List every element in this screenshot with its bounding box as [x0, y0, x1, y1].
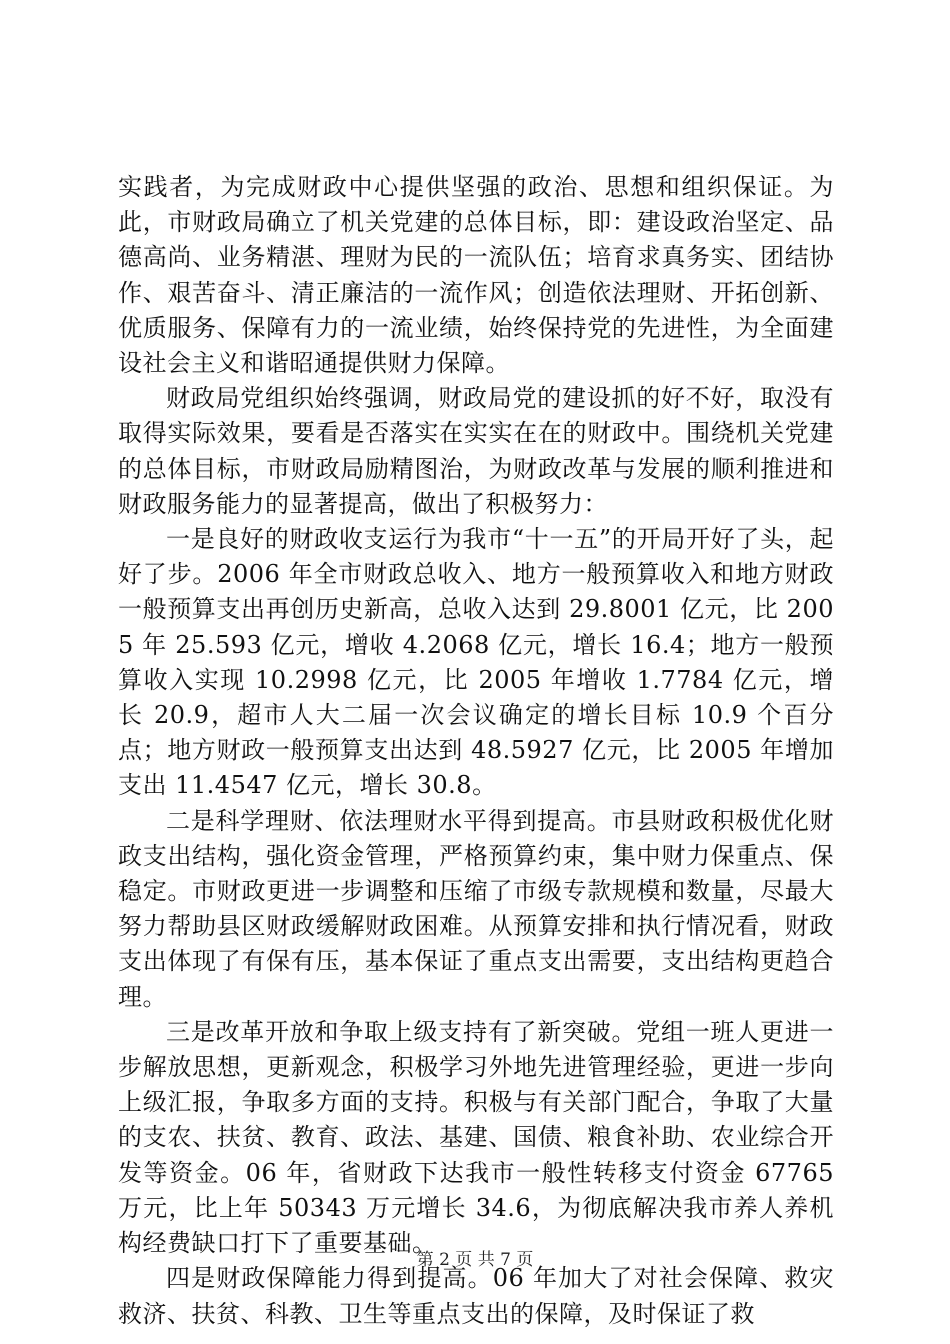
paragraph-2: 财政局党组织始终强调，财政局党的建设抓的好不好，取没有取得实际效果，要看是否落实在实实在在的财政中。围绕机关党建的总体目标，市财政局励精图治，为财政改革与发展的顺利推进和财政服务能力的显著提高，做出了积极努力：: [118, 384, 834, 518]
paragraph-4: 二是科学理财、依法理财水平得到提高。市县财政积极优化财政支出结构，强化资金管理，严格预算约束，集中财力保重点、保稳定。市财政更进一步调整和压缩了市级专款规模和数量，尽最大努力帮助县区财政缓解财政困难。从预算安排和执行情况看，财政支出体现了有保有压，基本保证了重点支出需要，支出结构更趋合理。: [118, 806, 834, 1011]
paragraph-5: 三是改革开放和争取上级支持有了新突破。党组一班人更进一步解放思想，更新观念，积极学习外地先进管理经验，更进一步向上级汇报，争取多方面的支持。积极与有关部门配合，争取了大量的支农、扶贫、教育、政法、基建、国债、粮食补助、农业综合开发等资金。06 年，省财政下达我市一般性转移支付资金 67765 万元，比上年 50343 万元增长 34.6，为彻底解决我市养人养机构经费缺口打下了重要基础。: [118, 1017, 834, 1258]
document-body: [118, 170, 834, 1332]
page-number-footer: 第 2 页 共 7 页: [416, 1250, 534, 1270]
paragraph-1: 实践者，为完成财政中心提供坚强的政治、思想和组织保证。为此，市财政局确立了机关党建的总体目标，即：建设政治坚定、品德高尚、业务精湛、理财为民的一流队伍；培育求真务实、团结协作、艰苦奋斗、清正廉洁的一流作风；创造依法理财、开拓创新、优质服务、保障有力的一流业绩，始终保持党的先进性，为全面建设社会主义和谐昭通提供财力保障。: [118, 173, 834, 378]
paragraph-3: 一是良好的财政收支运行为我市“十一五”的开局开好了头，起好了步。2006 年全市财政总收入、地方一般预算收入和地方财政一般预算支出再创历史新高，总收入达到 29.8001 亿元，比 2005 年 25.593 亿元，增收 4.2068 亿元，增长 16.4；地方一般预算收入实现 10.2998 亿元，比 2005 年增收 1.7784 亿元，增长 20.9，超市人大二届一次会议确定的增长目标 10.9 个百分点；地方财政一般预算支出达到 48.5927 亿元，比 2005 年增加支出 11.4547 亿元，增长 30.8。: [118, 525, 834, 800]
paragraph-6: 四是财政保障能力得到提高。06 年加大了对社会保障、救灾救济、扶贫、科教、卫生等重点支出的保障，及时保证了救: [118, 1264, 834, 1328]
